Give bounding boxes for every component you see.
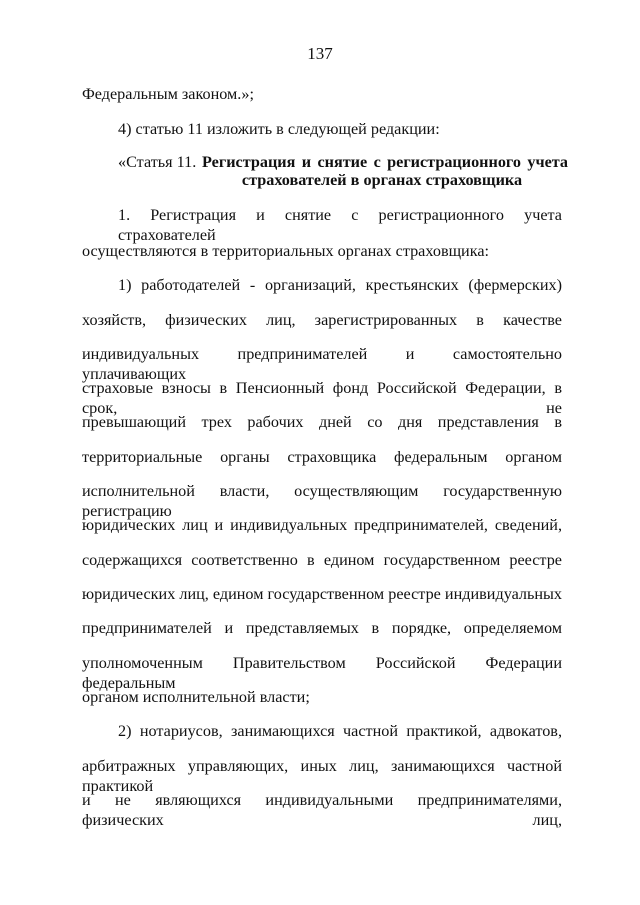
text-line: Федеральным законом.»;	[82, 85, 254, 103]
article-prefix: «Статья 11.	[118, 153, 197, 171]
text-line: 1. Регистрация и снятие с регистрационного учета страхователей	[118, 206, 562, 244]
text-line: и не являющихся индивидуальными предпринимателями, физических лиц,	[82, 791, 562, 829]
text-line: органом исполнительной власти;	[82, 688, 310, 706]
text-line: содержащихся соответственно в едином государственном реестре	[82, 551, 562, 569]
text-line: 1) работодателей - организаций, крестьянских (фермерских)	[118, 276, 562, 294]
text-line: исполнительной власти, осуществляющим государственную регистрацию	[82, 482, 562, 520]
text-line: 4) статью 11 изложить в следующей редакции:	[118, 120, 440, 138]
text-line: предпринимателей и представляемых в порядке, определяемом	[82, 619, 562, 637]
text-line: хозяйств, физических лиц, зарегистрированных в качестве	[82, 311, 562, 329]
text-line: юридических лиц, едином государственном реестре индивидуальных	[82, 585, 562, 603]
text-line: арбитражных управляющих, иных лиц, занимающихся частной практикой	[82, 757, 562, 795]
article-header	[118, 152, 568, 172]
page-number: 137	[307, 44, 333, 63]
article-title-line2: страхователей в органах страховщика	[241, 171, 523, 189]
text-line: юридических лиц и индивидуальных предпринимателей, сведений,	[82, 516, 562, 534]
text-line: превышающий трех рабочих дней со дня представления в	[82, 413, 562, 431]
text-line: страховые взносы в Пенсионный фонд Российской Федерации, в срок, не	[82, 379, 562, 417]
text-line: осуществляются в территориальных органах страховщика:	[82, 242, 490, 260]
text-line: индивидуальных предпринимателей и самостоятельно уплачивающих	[82, 345, 562, 383]
text-line: 2) нотариусов, занимающихся частной практикой, адвокатов,	[118, 722, 562, 740]
text-line: уполномоченным Правительством Российской Федерации федеральным	[82, 654, 562, 692]
text-line: территориальные органы страховщика федеральным органом	[82, 448, 562, 466]
article-title-line1: Регистрация и снятие с регистрационного учета	[202, 153, 568, 171]
